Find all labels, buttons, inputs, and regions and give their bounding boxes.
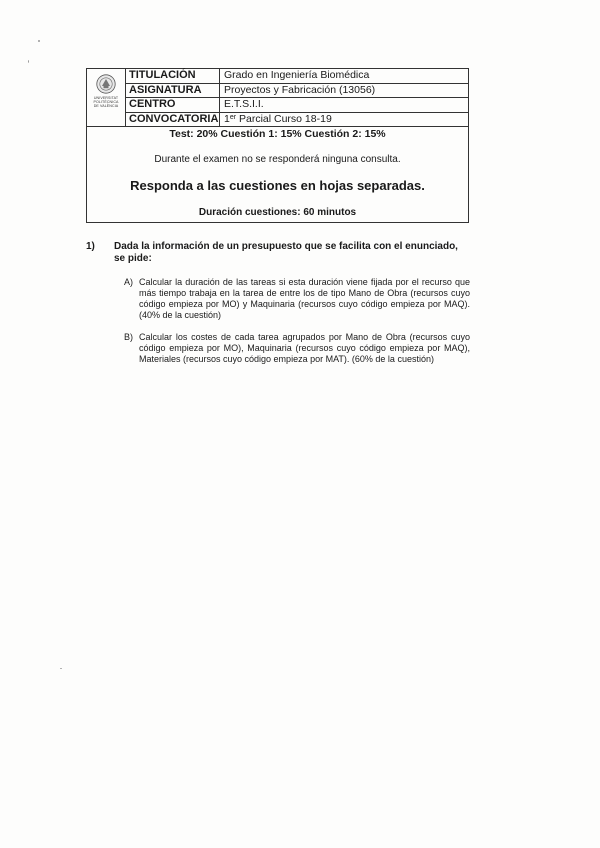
exam-header-table: [86, 68, 469, 223]
row-label: CENTRO: [126, 98, 220, 112]
sub-question-a: [124, 277, 470, 321]
scan-speck: [28, 60, 29, 63]
row-label: CONVOCATORIA: [126, 113, 220, 127]
row-label: TITULACIÓN: [126, 69, 220, 83]
row-centro: [126, 98, 468, 113]
sub-question-b: [124, 332, 470, 365]
question-number: 1): [86, 241, 95, 252]
separate-sheets-notice: Responda a las cuestiones en hojas separadas.: [130, 178, 425, 193]
row-titulacion: [126, 69, 468, 84]
sub-question-text: Calcular los costes de cada tarea agrupados por Mano de Obra (recursos cuyo código empieza por MO), Maquinaria (recursos cuyo código empieza por MAQ), Materiales (recursos cuyo código empieza por MAT). (60% de la cuestión): [139, 332, 470, 364]
question-intro: Dada la información de un presupuesto que se facilita con el enunciado, se pide:: [114, 241, 458, 264]
logo-cell: [87, 69, 126, 126]
duration-notice: Duración cuestiones: 60 minutos: [198, 207, 357, 218]
row-asignatura: [126, 84, 468, 99]
row-value: Grado en Ingeniería Biomédica: [224, 69, 370, 81]
row-value: 1er Parcial Curso 18-19: [224, 112, 332, 125]
question-1: [86, 241, 470, 365]
row-label: ASIGNATURA: [126, 84, 220, 98]
sub-question-text: Calcular la duración de las tareas si esta duración viene fijada por el recurso que más tiempo trabaja en la tarea de entre los de tipo Mano de Obra (recursos cuyo código empieza por MO) y Maquinaria (recursos cuyo código empieza por MAQ). (40% de la cuestión): [139, 277, 470, 320]
row-value: E.T.S.I.I.: [224, 98, 264, 110]
sub-question-letter: B): [124, 332, 133, 342]
scan-speck: [38, 40, 40, 42]
no-consult-notice: Durante el examen no se responderá ninguna consulta.: [154, 154, 401, 165]
score-weights: Test: 20% Cuestión 1: 15% Cuestión 2: 15%: [169, 128, 386, 140]
header-info-block: [87, 69, 468, 127]
header-rows: [126, 69, 468, 126]
row-convocatoria: [126, 113, 468, 127]
row-value: Proyectos y Fabricación (13056): [224, 83, 376, 96]
header-instructions: [87, 128, 468, 222]
scan-speck: [60, 668, 62, 669]
sub-question-letter: A): [124, 277, 133, 287]
university-seal-icon: [96, 74, 116, 94]
logo-text: UNIVERSITAT POLITÈCNICA DE VALÈNCIA: [93, 96, 119, 108]
